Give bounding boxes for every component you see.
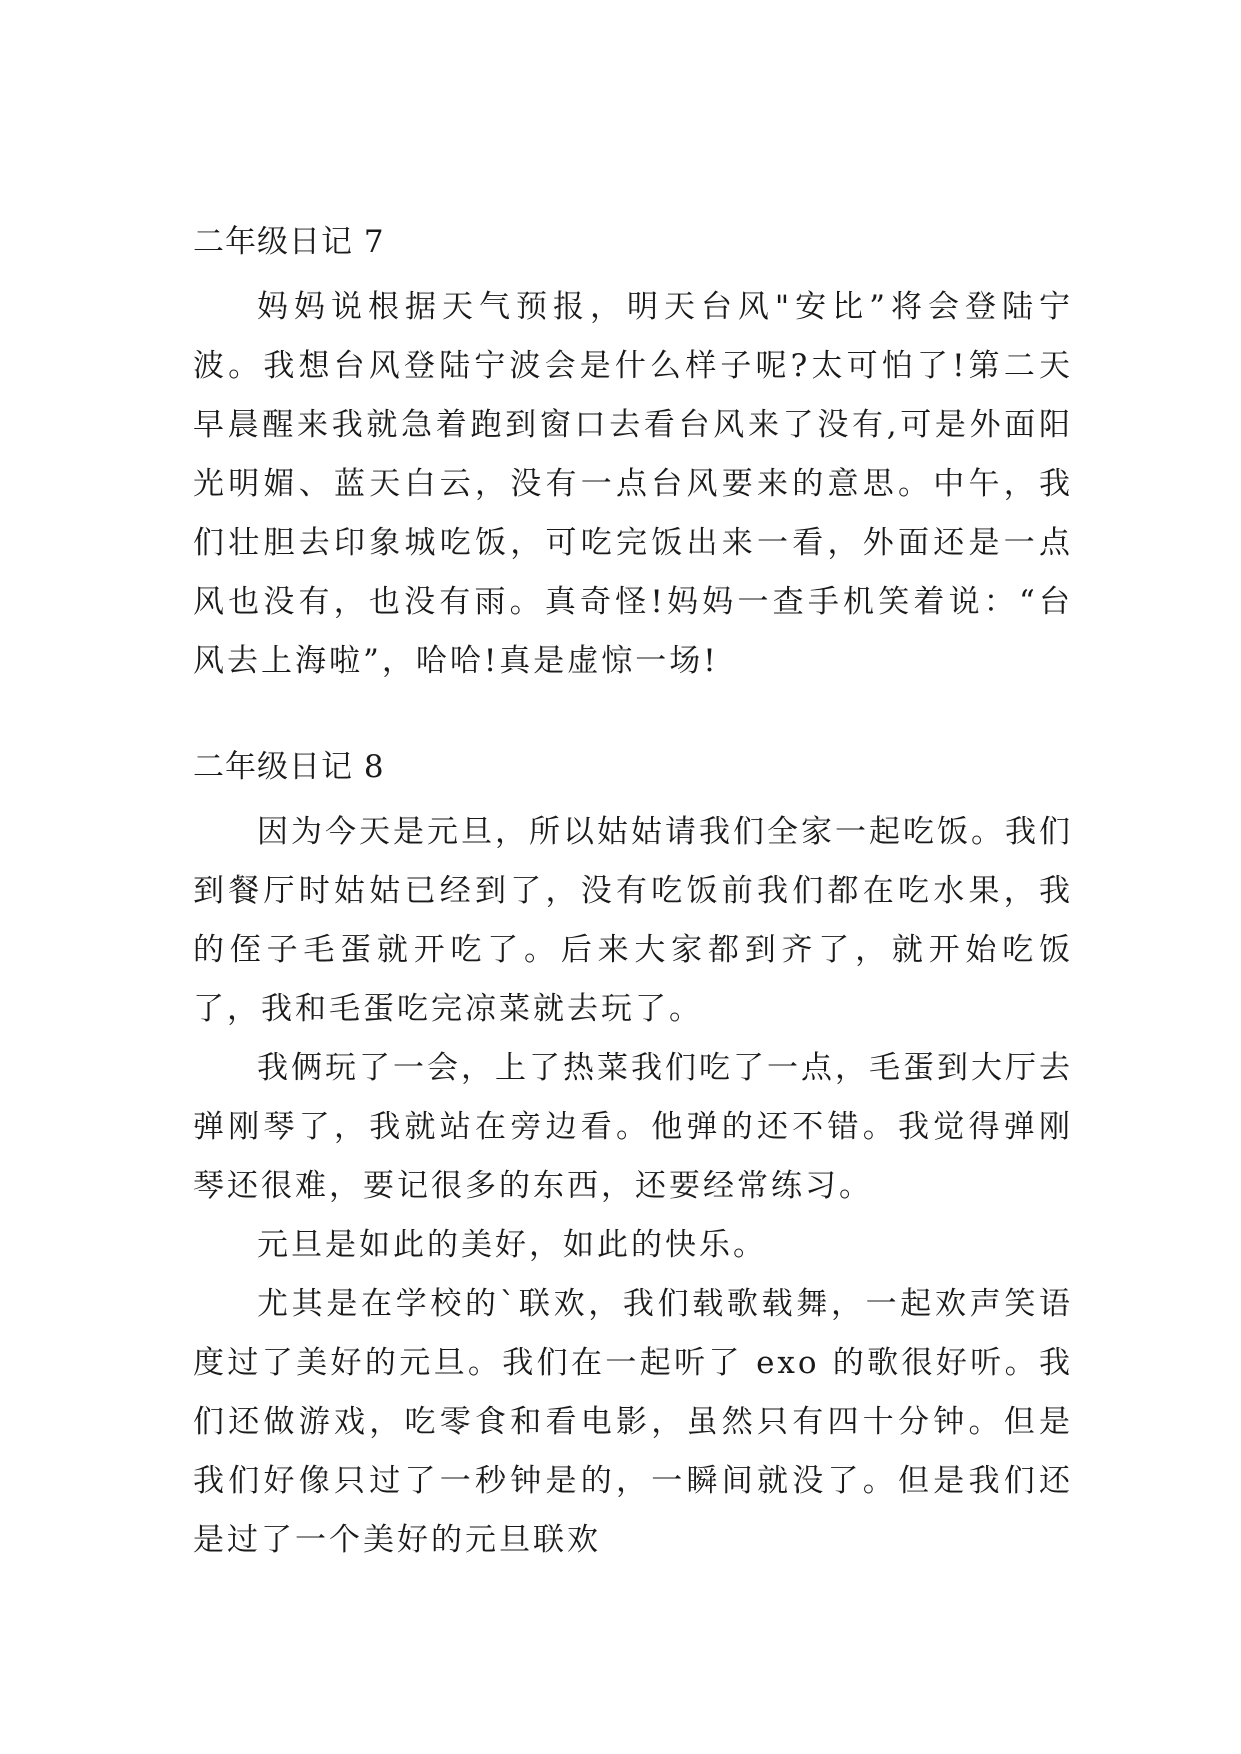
entry-paragraph: 元旦是如此的美好，如此的快乐。 [257,1227,767,1263]
entry-title: 二年级日记 7 [193,224,385,260]
entry-paragraph: 妈妈说根据天气预报，明天台风"安比”将会登陆宁波。我想台风登陆宁波会是什么样子呢?太可怕了!第二天早晨醒来我就急着跑到窗口去看台风来了没有,可是外面阳光明媚、蓝天白云，没有一点台风要来的意思。中午，我们壮胆去印象城吃饭，可吃完饭出来一看，外面还是一点风也没有，也没有雨。真奇怪!妈妈一查手机笑着说：“台风去上海啦”，哈哈!真是虚惊一场! [193,289,1073,679]
entry-paragraph: 因为今天是元旦，所以姑姑请我们全家一起吃饭。我们到餐厅时姑姑已经到了，没有吃饭前我们都在吃水果，我的侄子毛蛋就开吃了。后来大家都到齐了，就开始吃饭了，我和毛蛋吃完凉菜就去玩了。 [193,814,1073,1027]
diary-entry-7 [193,222,1073,691]
entry-paragraph: 我俩玩了一会，上了热菜我们吃了一点，毛蛋到大厅去弹刚琴了，我就站在旁边看。他弹的还不错。我觉得弹刚琴还很难，要记很多的东西，还要经常练习。 [193,1050,1073,1204]
diary-entry-8 [193,747,1073,1570]
entry-title: 二年级日记 8 [193,749,385,785]
entry-paragraph: 尤其是在学校的`联欢，我们载歌载舞，一起欢声笑语度过了美好的元旦。我们在一起听了 exo 的歌很好听。我们还做游戏，吃零食和看电影，虽然只有四十分钟。但是我们好像只过了一秒钟是的，一瞬间就没了。但是我们还是过了一个美好的元旦联欢 [193,1286,1073,1558]
